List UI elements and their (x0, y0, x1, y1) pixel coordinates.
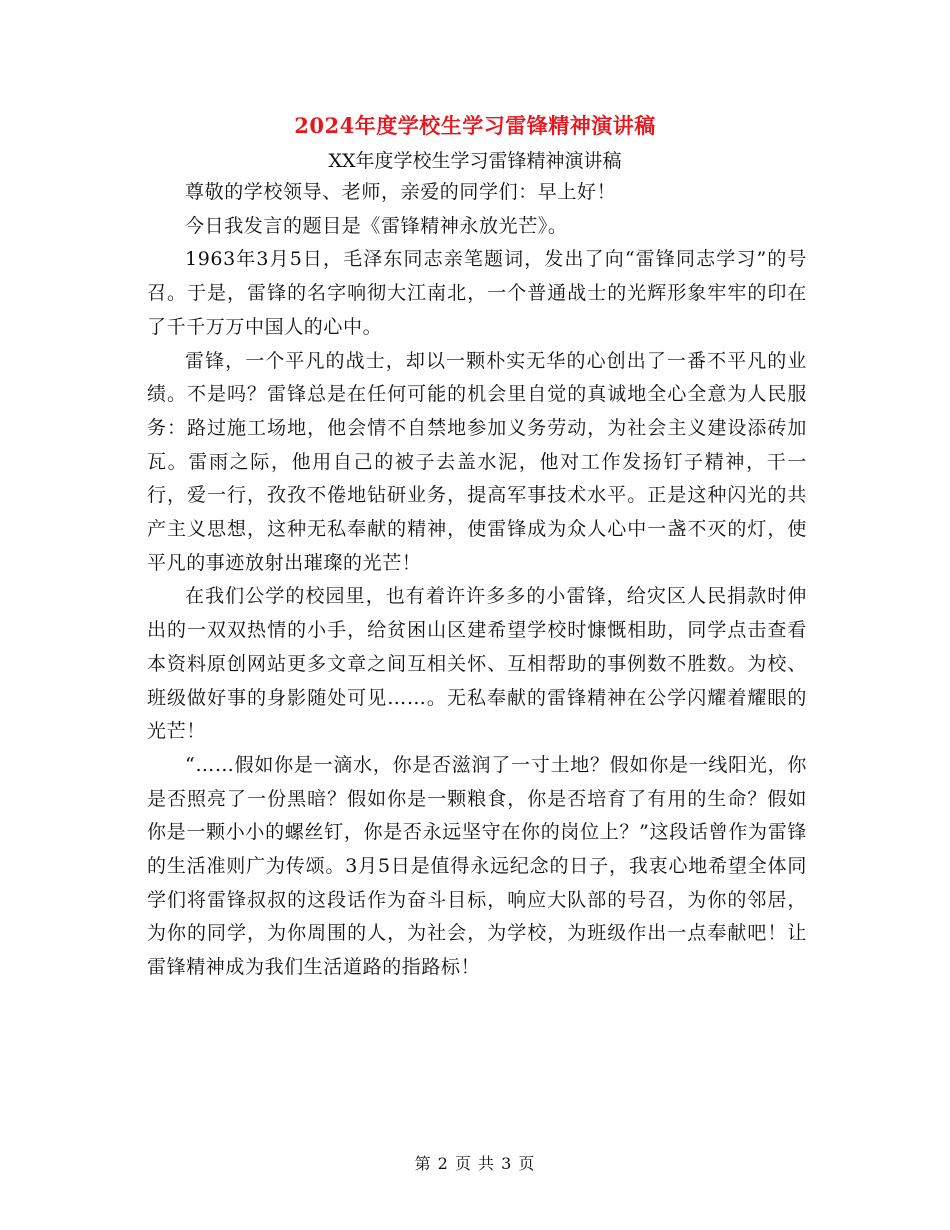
document-title: 2024年度学校生学习雷锋精神演讲稿 (294, 113, 656, 138)
document-subtitle: XX年度学校生学习雷锋精神演讲稿 (328, 150, 622, 172)
paragraph-topic: 今日我发言的题目是《雷锋精神永放光芒》。 (185, 214, 568, 237)
page-number-footer: 第 2 页 共 3 页 (414, 1154, 536, 1173)
paragraph-greeting: 尊敬的学校领导、老师，亲爱的同学们：早上好！ (185, 181, 617, 203)
paragraph-campus: 在我们公学的校园里，也有着许许多多的小雷锋，给灾区人民捐款时伸出的一双双热情的小手，给贫困山区建希望学校时慷慨相助，同学点击查看本资料原创网站更多文章之间互相关怀、互相帮助的事例数不胜数。为校、班级做好事的身影随处可见……。无私奉献的雷锋精神在公学闪耀着耀眼的光芒！ (147, 585, 807, 743)
paragraph-history: 1963年3月5日，毛泽东同志亲笔题词，发出了向“雷锋同志学习”的号召。于是，雷锋的名字响彻大江南北，一个普通战士的光辉形象牢牢的印在了千千万万中国人的心中。 (147, 248, 807, 338)
paragraph-lei-feng-deeds: 雷锋，一个平凡的战士，却以一颗朴实无华的心创出了一番不平凡的业绩。不是吗？雷锋总是在任何可能的机会里自觉的真诚地全心全意为人民服务：路过施工场地，他会情不自禁地参加义务劳动，为社会主义建设添砖加瓦。雷雨之际，他用自己的被子去盖水泥，他对工作发扬钉子精神，干一行，爱一行，孜孜不倦地钻研业务，提高军事技术水平。正是这种闪光的共产主义思想，这种无私奉献的精神，使雷锋成为众人心中一盏不灭的灯，使平凡的事迹放射出璀璨的光芒！ (147, 349, 807, 574)
paragraph-closing: “……假如你是一滴水，你是否滋润了一寸土地？假如你是一线阳光，你是否照亮了一份黑暗？假如你是一颗粮食，你是否培育了有用的生命？假如你是一颗小小的螺丝钉，你是否永远坚守在你的岗位上？”这段话曾作为雷锋的生活准则广为传颂。3月5日是值得永远纪念的日子，我衷心地希望全体同学们将雷锋叔叔的这段话作为奋斗目标，响应大队部的号召，为你的邻居，为你的同学，为你周围的人，为社会，为学校，为班级作出一点奉献吧！让雷锋精神成为我们生活道路的指路标！ (147, 753, 807, 979)
document-body (147, 176, 807, 985)
